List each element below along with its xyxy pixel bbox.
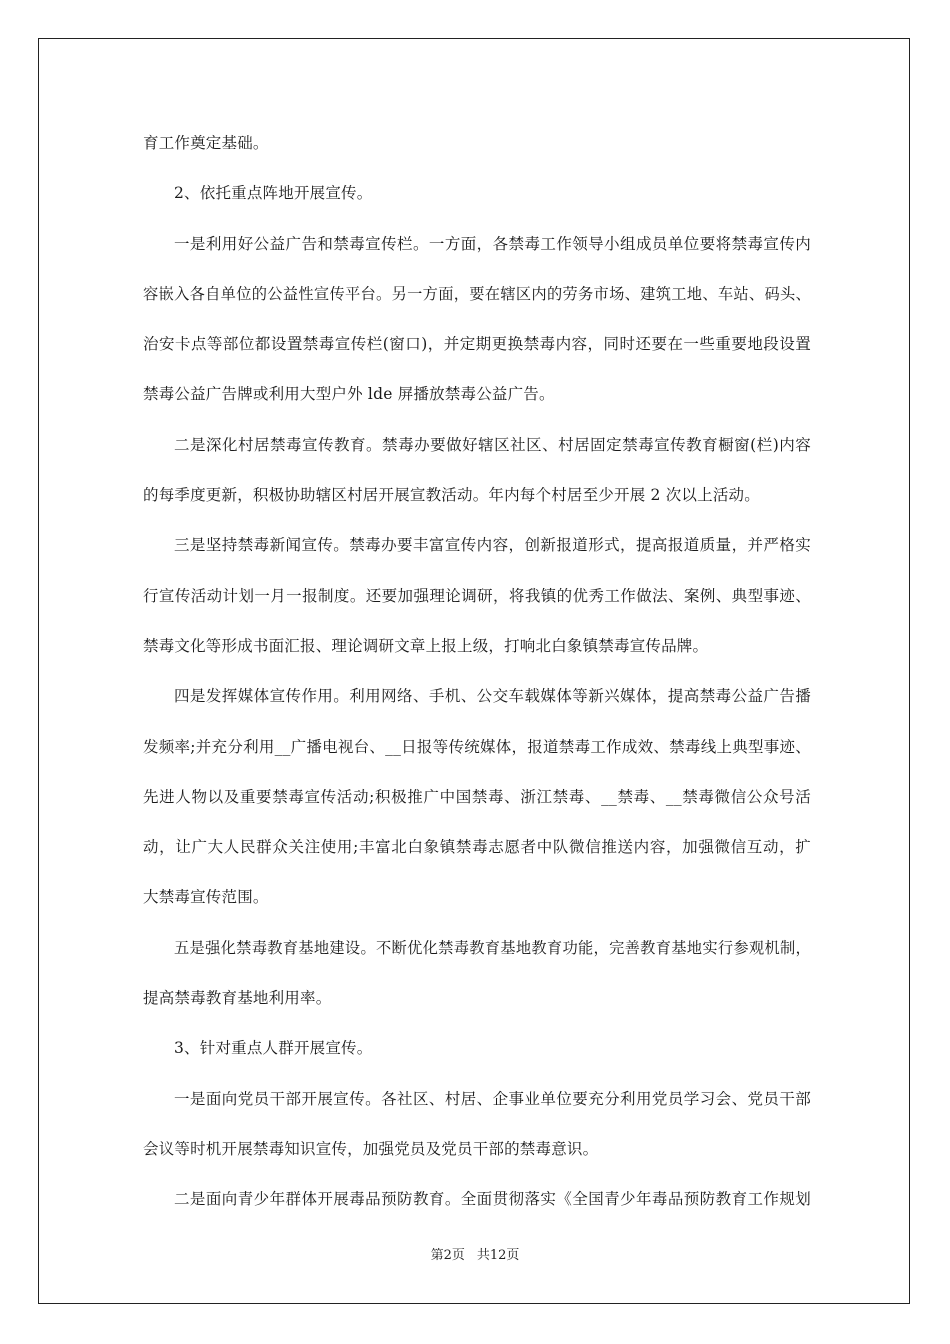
page-total: 共12页 xyxy=(476,1248,520,1263)
text-line: 三是坚持禁毒新闻宣传。禁毒办要丰富宣传内容，创新报道形式，提高报道质量，并严格实 xyxy=(174,536,811,555)
text-line: 育工作奠定基础。 xyxy=(143,134,269,152)
text-line: 行宣传活动计划一月一报制度。还要加强理论调研，将我镇的优秀工作做法、案例、典型事迹、 xyxy=(143,586,811,605)
text-line: 二是深化村居禁毒宣传教育。禁毒办要做好辖区社区、村居固定禁毒宣传教育橱窗(栏)内容 xyxy=(174,435,811,454)
text-line: 3、针对重点人群开展宣传。 xyxy=(174,1039,373,1058)
text-line: 禁毒公益广告牌或利用大型户外 lde 屏播放禁毒公益广告。 xyxy=(143,385,555,404)
text-line: 先进人物以及重要禁毒宣传活动;积极推广中国禁毒、浙江禁毒、__禁毒、__禁毒微信公众号活 xyxy=(143,787,811,806)
text-line: 容嵌入各自单位的公益性宣传平台。另一方面，要在辖区内的劳务市场、建筑工地、车站、码头、 xyxy=(143,284,811,303)
text-line: 会议等时机开展禁毒知识宣传，加强党员及党员干部的禁毒意识。 xyxy=(143,1139,599,1158)
text-line: 一是利用好公益广告和禁毒宣传栏。一方面，各禁毒工作领导小组成员单位要将禁毒宣传内 xyxy=(174,234,811,253)
text-line: 的每季度更新，积极协助辖区村居开展宣教活动。年内每个村居至少开展 2 次以上活动。 xyxy=(143,486,760,505)
text-line: 治安卡点等部位都设置禁毒宣传栏(窗口)，并定期更换禁毒内容，同时还要在一些重要地段设置 xyxy=(143,335,811,354)
text-line: 发频率;并充分利用__广播电视台、__日报等传统媒体，报道禁毒工作成效、禁毒线上典型事迹、 xyxy=(143,737,811,756)
text-line: 四是发挥媒体宣传作用。利用网络、手机、公交车载媒体等新兴媒体，提高禁毒公益广告播 xyxy=(174,687,811,706)
text-line: 提高禁毒教育基地利用率。 xyxy=(143,989,332,1008)
text-line: 禁毒文化等形成书面汇报、理论调研文章上报上级，打响北白象镇禁毒宣传品牌。 xyxy=(143,636,709,655)
text-line: 二是面向青少年群体开展毒品预防教育。全面贯彻落实《全国青少年毒品预防教育工作规划 xyxy=(174,1190,811,1209)
text-line: 五是强化禁毒教育基地建设。不断优化禁毒教育基地教育功能，完善教育基地实行参观机制， xyxy=(174,938,811,957)
text-line: 动，让广大人民群众关注使用;丰富北白象镇禁毒志愿者中队微信推送内容，加强微信互动，扩 xyxy=(143,838,811,857)
text-line: 一是面向党员干部开展宣传。各社区、村居、企事业单位要充分利用党员学习会、党员干部 xyxy=(174,1089,811,1108)
document-body xyxy=(143,118,811,1225)
page-footer xyxy=(0,1244,950,1263)
page-number: 第2页 xyxy=(430,1248,465,1263)
text-line: 大禁毒宣传范围。 xyxy=(143,888,269,907)
text-line: 2、依托重点阵地开展宣传。 xyxy=(174,184,373,203)
